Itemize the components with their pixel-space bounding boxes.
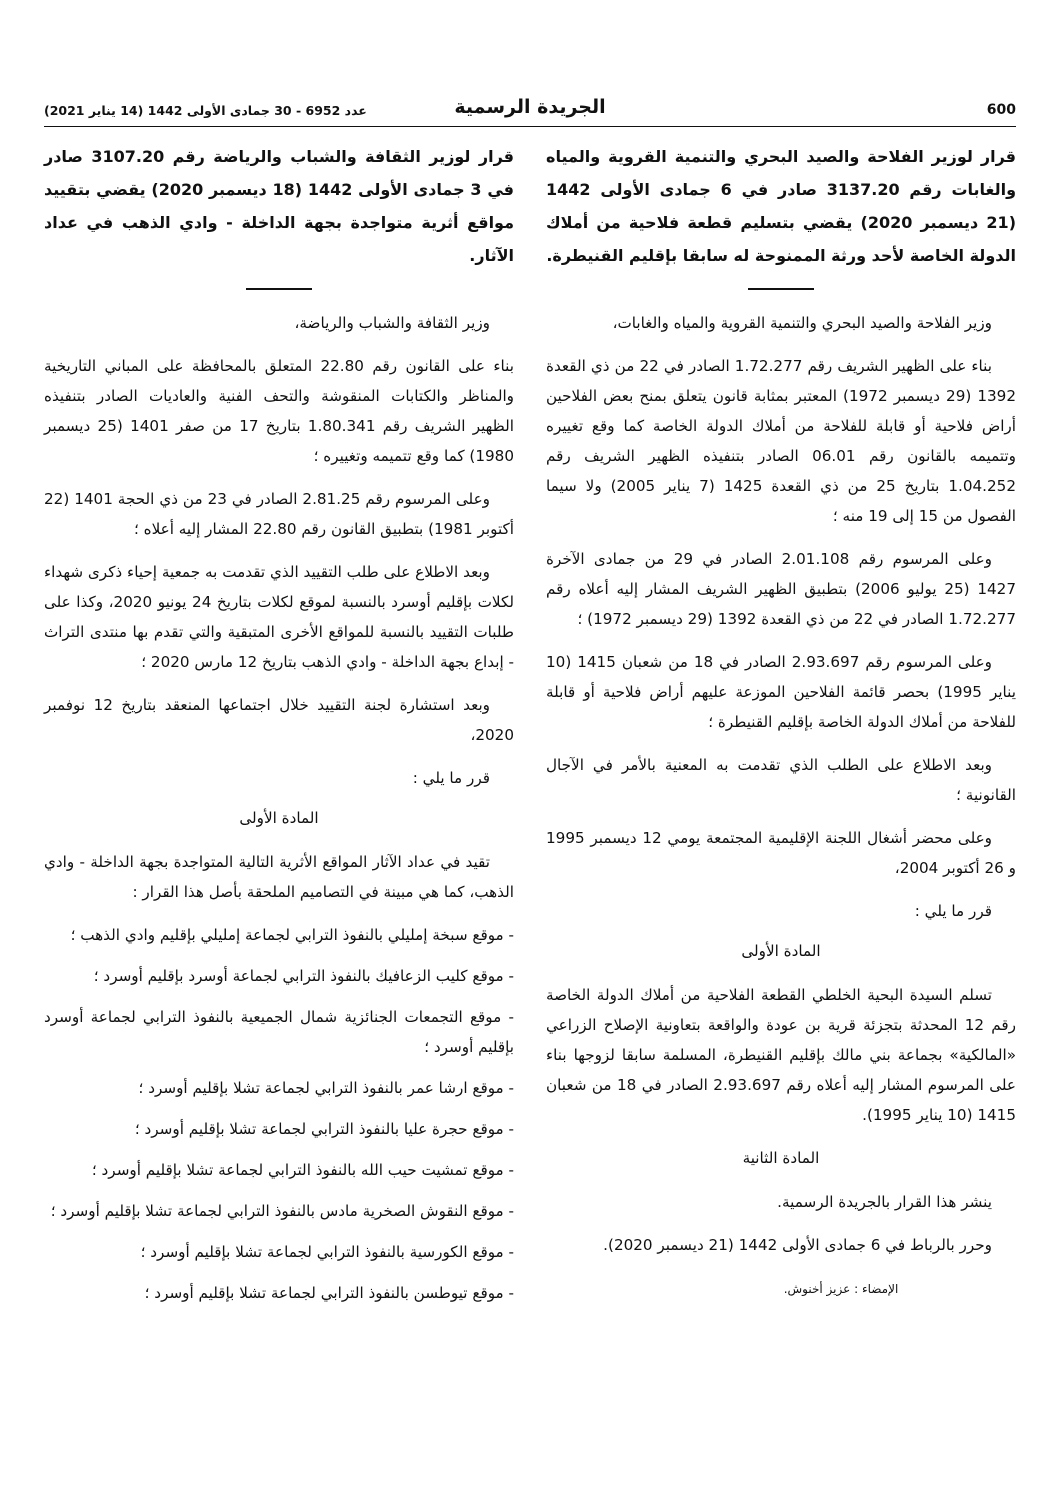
list-item: - موقع حجرة عليا بالنفوذ الترابي لجماعة تشلا بإقليم أوسرد ؛	[134, 1120, 514, 1138]
decree-title: قرار لوزير الثقافة والشباب والرياضة رقم 3107.20 صادر في 3 جمادى الأولى 1442 (18 ديسمبر 2020) يقضي بتقييد مواقع أثرية متواجدة بجهة الداخلة - وادي الذهب في عداد الآثار.	[44, 147, 514, 265]
article-heading: المادة الأولى	[239, 809, 319, 827]
article-text: تقيد في عداد الآثار المواقع الأثرية التالية المتواجدة بجهة الداخلة - وادي الذهب، كما هي مبينة في التصاميم الملحقة بأصل هذا القرار :	[44, 853, 514, 901]
list-item: - موقع الكورسية بالنفوذ الترابي لجماعة تشلا بإقليم أوسرد ؛	[140, 1243, 514, 1261]
minister-line: وزير الفلاحة والصيد البحري والتنمية القروية والمياه والغابات،	[612, 314, 992, 332]
list-item: - موقع التجمعات الجنائزية شمال الجميعية بالنفوذ الترابي لجماعة أوسرد بإقليم أوسرد ؛	[44, 1008, 514, 1056]
divider	[748, 288, 814, 290]
right-column	[546, 140, 1016, 1317]
page-number: 600	[986, 102, 1016, 118]
divider	[246, 288, 312, 290]
paragraph: بناء على القانون رقم 22.80 المتعلق بالمحافظة على المباني التاريخية والمناظر والكتابات المنقوشة والتحف الفنية والعاديات الصادر بتنفيذه الظهير الشريف رقم 1.80.341 بتاريخ 17 من صفر 1401 (25 ديسمبر 1980) كما وقع تتميمه وتغييره ؛	[44, 357, 514, 465]
signature: الإمضاء : عزيز أخنوش.	[783, 1282, 899, 1296]
list-item: - موقع النقوش الصخرية مادس بالنفوذ الترابي لجماعة تشلا بإقليم أوسرد ؛	[50, 1202, 514, 1220]
decree-title: قرار لوزير الفلاحة والصيد البحري والتنمية القروية والمياه والغابات رقم 3137.20 صادر في 6 جمادى الأولى 1442 (21 ديسمبر 2020) يقضي بتسليم قطعة فلاحية من أملاك الدولة الخاصة لأحد ورثة الممنوحة له سابقا بإقليم القنيطرة.	[546, 147, 1017, 265]
list-item: - موقع تمشيت حيب الله بالنفوذ الترابي لجماعة تشلا بإقليم أوسرد ؛	[91, 1161, 514, 1179]
paragraph: وبعد الاطلاع على الطلب الذي تقدمت به المعنية بالأمر في الآجال القانونية ؛	[546, 756, 1016, 804]
paragraph: بناء على الظهير الشريف رقم 1.72.277 الصادر في 22 من ذي القعدة 1392 (29 ديسمبر 1972) المعتبر بمثابة قانون يتعلق بمنح بعض الفلاحين أراض فلاحية أو قابلة للفلاحة من أملاك الدولة الخاصة كما وقع تغييره وتتميمه بالقانون رقم 06.01 الصادر بتنفيذه الظهير الشريف رقم 1.04.252 بتاريخ 25 من ذي القعدة 1425 (7 يناير 2005) ولا سيما الفصول من 15 إلى 19 منه ؛	[546, 357, 1016, 525]
list-item: - موقع ارشا عمر بالنفوذ الترابي لجماعة تشلا بإقليم أوسرد ؛	[138, 1079, 514, 1097]
publication-title: الجريدة الرسمية	[454, 96, 606, 118]
paragraph: وعلى محضر أشغال اللجنة الإقليمية المجتمعة يومي 12 ديسمبر 1995 و 26 أكتوبر 2004،	[546, 829, 1016, 877]
left-column	[44, 140, 514, 1319]
article-text: تسلم السيدة البحية الخلطي القطعة الفلاحية من أملاك الدولة الخاصة رقم 12 المحدثة بتجزئة قرية بن عودة والواقعة بتعاونية الإصلاح الزراعي «المالكية» بجماعة بني مالك بإقليم القنيطرة، المسلمة سابقا لزوجها بناء على المرسوم المشار إليه أعلاه رقم 2.93.697 الصادر في 18 من شعبان 1415 (10 يناير 1995).	[546, 986, 1017, 1124]
list-item: - موقع سبخة إمليلي بالنفوذ الترابي لجماعة إمليلي بإقليم وادي الذهب ؛	[70, 926, 514, 944]
done-at-line: وحرر بالرباط في 6 جمادى الأولى 1442 (21 ديسمبر 2020).	[603, 1236, 992, 1254]
decided-line: قرر ما يلي :	[412, 769, 490, 787]
list-item: - موقع تيوطسن بالنفوذ الترابي لجماعة تشلا بإقليم أوسرد ؛	[144, 1284, 514, 1302]
paragraph: وبعد الاطلاع على طلب التقييد الذي تقدمت به جمعية إحياء ذكرى شهداء لكلات بإقليم أوسرد بالنسبة لموقع لكلات بتاريخ 24 يونيو 2020، وكذا على طلبات التقييد بالنسبة للمواقع الأخرى المتبقية والتي تقدم بها منتدى التراث - إبداع بجهة الداخلة - وادي الذهب بتاريخ 12 مارس 2020 ؛	[44, 563, 514, 671]
article-heading: المادة الأولى	[741, 942, 821, 960]
issue-info: عدد 6952 - 30 جمادى الأولى 1442 (14 يناير 2021)	[44, 103, 367, 118]
paragraph: وعلى المرسوم رقم 2.01.108 الصادر في 29 من جمادى الآخرة 1427 (25 يوليو 2006) بتطبيق الظهير الشريف المشار إليه أعلاه رقم 1.72.277 الصادر في 22 من ذي القعدة 1392 (29 ديسمبر 1972) ؛	[546, 550, 1016, 628]
decided-line: قرر ما يلي :	[914, 902, 992, 920]
article-text: ينشر هذا القرار بالجريدة الرسمية.	[777, 1193, 992, 1211]
paragraph: وعلى المرسوم رقم 2.81.25 الصادر في 23 من ذي الحجة 1401 (22 أكتوبر 1981) بتطبيق القانون رقم 22.80 المشار إليه أعلاه ؛	[44, 490, 514, 538]
page-header	[44, 96, 1016, 127]
paragraph: وبعد استشارة لجنة التقييد خلال اجتماعها المنعقد بتاريخ 12 نوفمبر 2020،	[44, 696, 514, 744]
paragraph: وعلى المرسوم رقم 2.93.697 الصادر في 18 من شعبان 1415 (10 يناير 1995) بحصر قائمة الفلاحين الموزعة عليهم أراض فلاحية أو قابلة للفلاحة من أملاك الدولة الخاصة بإقليم القنيطرة ؛	[546, 653, 1016, 731]
article-heading: المادة الثانية	[742, 1149, 820, 1167]
minister-line: وزير الثقافة والشباب والرياضة،	[294, 314, 490, 332]
list-item: - موقع كليب الزعافيك بالنفوذ الترابي لجماعة أوسرد بإقليم أوسرد ؛	[93, 967, 514, 985]
